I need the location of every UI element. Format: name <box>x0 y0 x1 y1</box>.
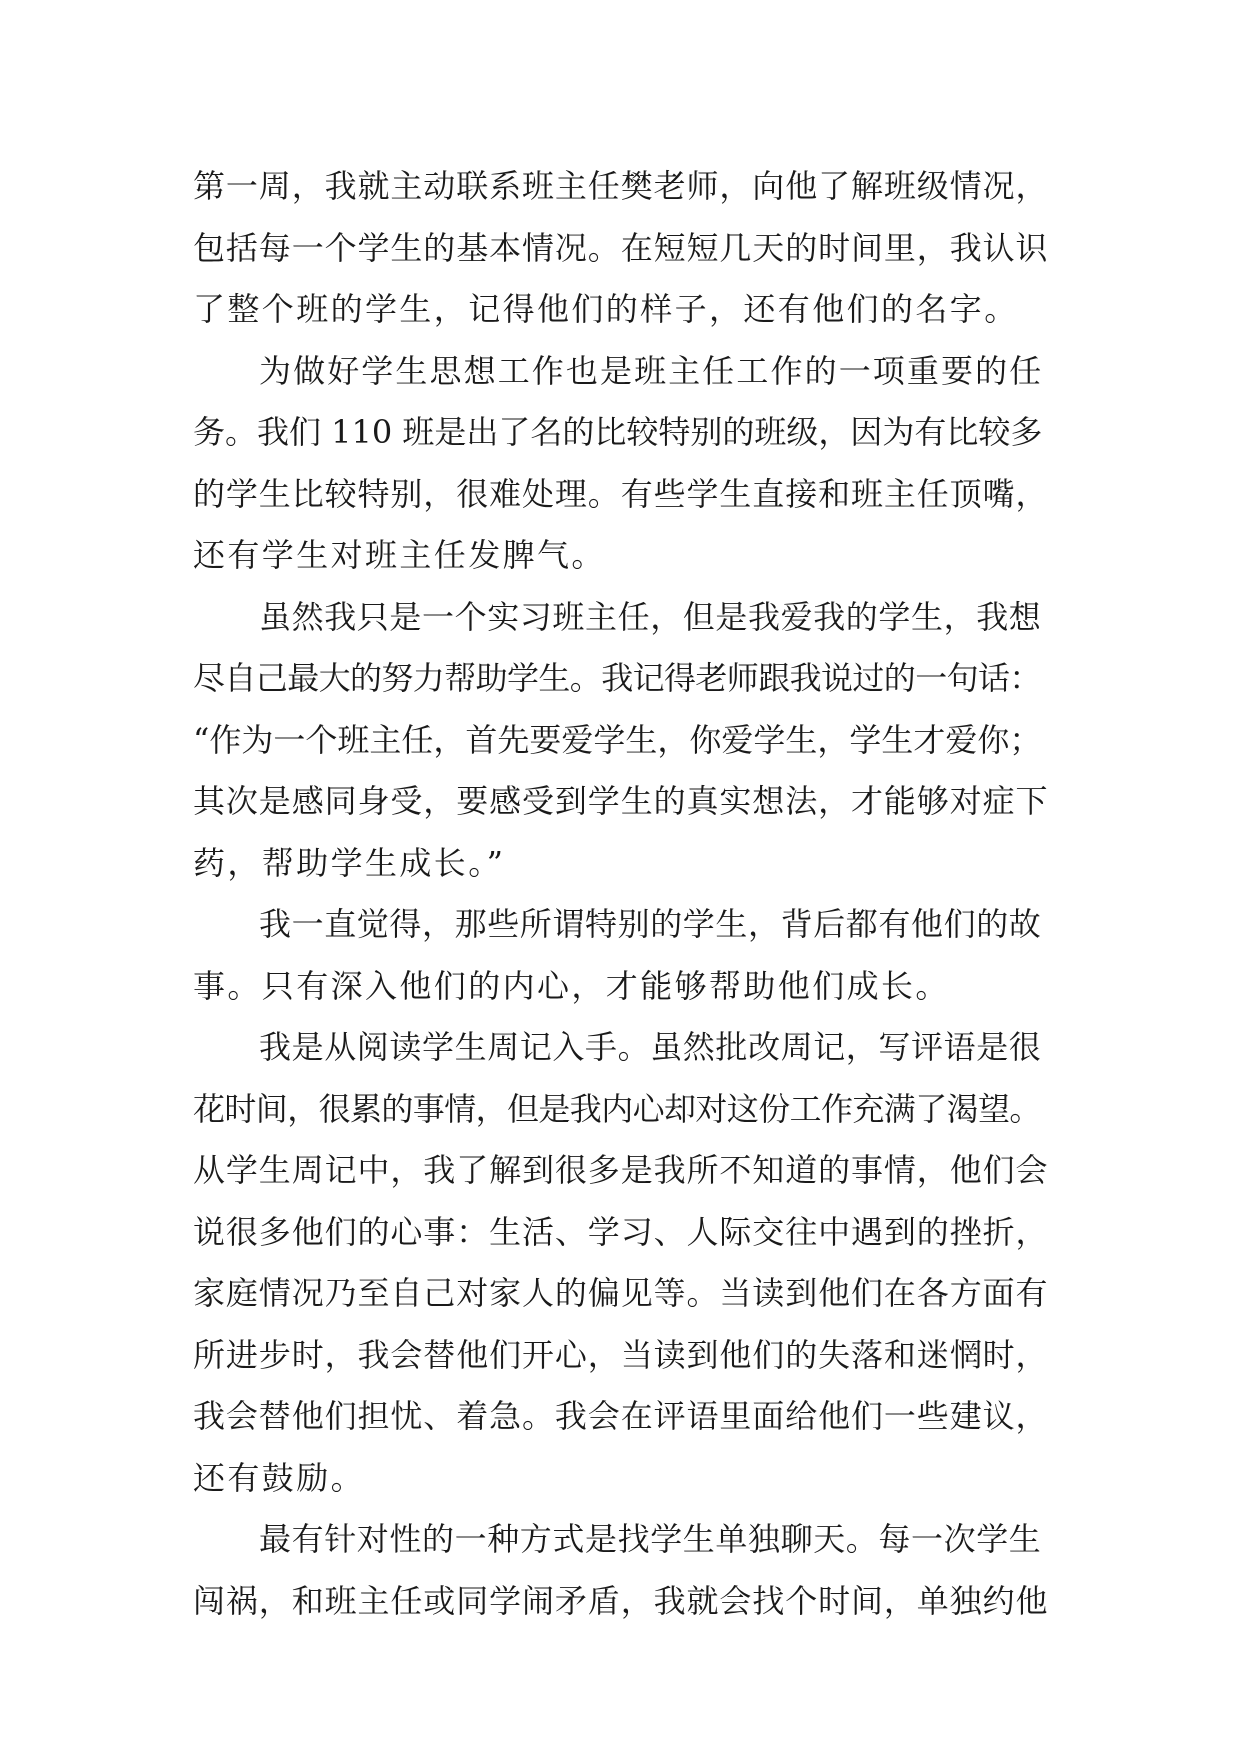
text-line: 虽然我只是一个实习班主任，但是我爱我的学生，我想 <box>259 597 1042 636</box>
text-line: 我是从阅读学生周记入手。虽然批改周记，写评语是很 <box>259 1028 1042 1066</box>
body-text <box>193 156 1048 1632</box>
text-line: 还有学生对班主任发脾气。 <box>193 536 606 574</box>
text-line: 尽自己最大的努力帮助学生。我记得老师跟我说过的一句话： <box>193 659 1041 697</box>
text-line: 说很多他们的心事：生活、学习、人际交往中遇到的挫折， <box>193 1212 1049 1251</box>
text-line: 从学生周记中，我了解到很多是我所不知道的事情，他们会 <box>193 1151 1049 1189</box>
text-line: 花时间，很累的事情，但是我内心却对这份工作充满了渴望。 <box>193 1089 1041 1128</box>
text-line: 包括每一个学生的基本情况。在短短几天的时间里，我认识 <box>193 228 1049 267</box>
text-line: 务。我们 110 班是出了名的比较特别的班级，因为有比较多 <box>193 413 1043 451</box>
text-line: 第一周，我就主动联系班主任樊老师，向他了解班级情况， <box>193 167 1049 205</box>
text-line: 还有鼓励。 <box>193 1458 366 1497</box>
text-line: 了整个班的学生，记得他们的样子，还有他们的名字。 <box>193 290 1019 328</box>
text-line: 我一直觉得，那些所谓特别的学生，背后都有他们的故 <box>259 905 1042 943</box>
text-line: 所进步时，我会替他们开心，当读到他们的失落和迷惘时， <box>193 1335 1049 1374</box>
text-line: 的学生比较特别，很难处理。有些学生直接和班主任顶嘴， <box>193 474 1049 513</box>
text-line: 家庭情况乃至自己对家人的偏见等。当读到他们在各方面有 <box>193 1274 1049 1312</box>
text-line: 为做好学生思想工作也是班主任工作的一项重要的任 <box>259 351 1044 390</box>
text-line: 其次是感同身受，要感受到学生的真实想法，才能够对症下 <box>193 782 1049 820</box>
text-line: “作为一个班主任，首先要爱学生，你爱学生，学生才爱你； <box>193 720 1042 759</box>
text-line: 药，帮助学生成长。” <box>193 843 506 882</box>
text-line: 事。只有深入他们的内心，才能够帮助他们成长。 <box>193 966 950 1005</box>
text-line: 最有针对性的一种方式是找学生单独聊天。每一次学生 <box>259 1520 1042 1558</box>
text-line: 我会替他们担忧、着急。我会在评语里面给他们一些建议， <box>193 1397 1049 1435</box>
text-line: 闯祸，和班主任或同学闹矛盾，我就会找个时间，单独约他 <box>193 1581 1049 1620</box>
